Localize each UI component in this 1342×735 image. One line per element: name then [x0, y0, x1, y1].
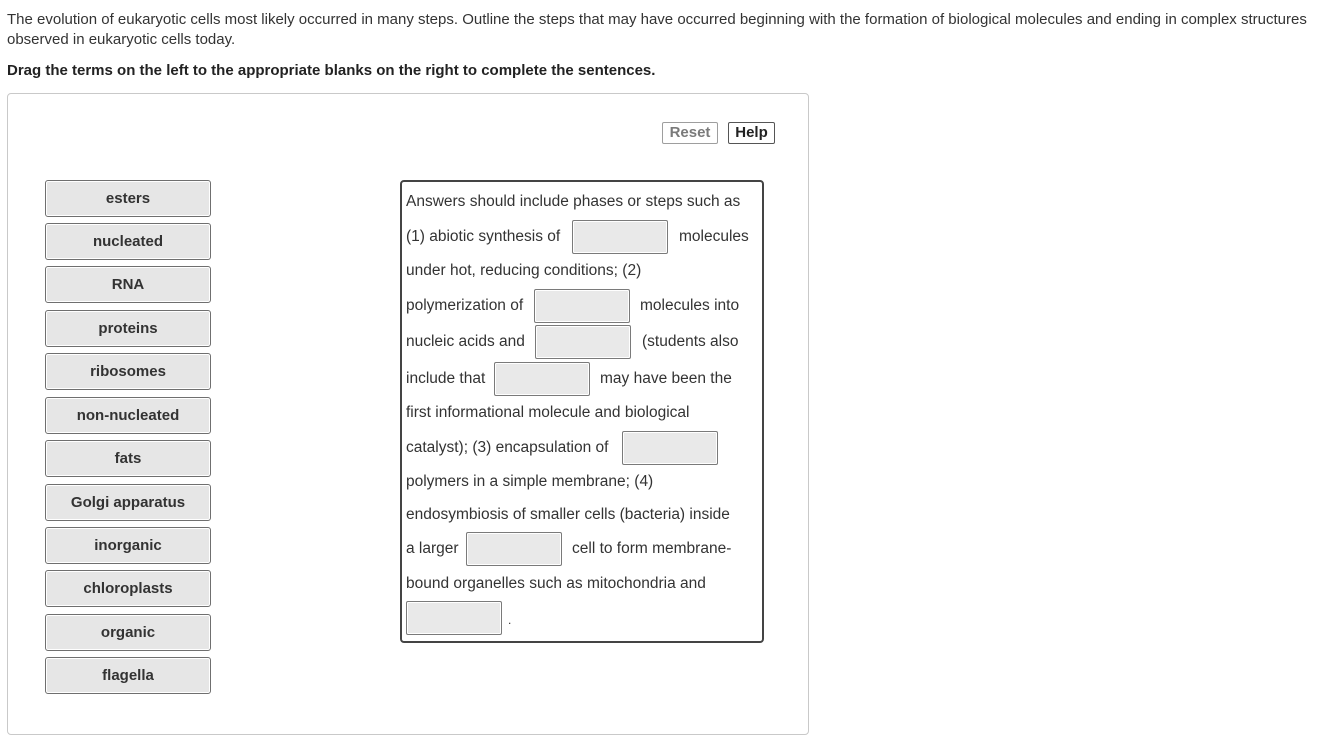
blank-2[interactable] — [534, 289, 630, 323]
answer-line-6a: include that — [406, 370, 486, 387]
term-ribosomes[interactable]: ribosomes — [45, 353, 211, 390]
answer-line-6b: may have been the — [600, 370, 732, 387]
answer-line-4b: molecules into — [640, 297, 740, 314]
question-text: The evolution of eukaryotic cells most likely occurred in many steps. Outline the steps that may have occurred beginning with the formation of biological molecules and ending in complex structures observed in eukaryotic cells today. — [7, 11, 1307, 48]
answer-line-9: polymers in a simple membrane; (4) — [406, 473, 654, 490]
answer-line-4a: polymerization of — [406, 297, 524, 314]
answer-line-11b: cell to form membrane- — [572, 540, 732, 557]
answer-line-12: bound organelles such as mitochondria and — [406, 575, 706, 592]
term-rna[interactable]: RNA — [45, 266, 211, 303]
help-button[interactable]: Help — [728, 122, 775, 144]
term-organic[interactable]: organic — [45, 614, 211, 651]
term-non-nucleated[interactable]: non-nucleated — [45, 397, 211, 434]
blank-1[interactable] — [572, 220, 668, 254]
term-inorganic[interactable]: inorganic — [45, 527, 211, 564]
answer-line-2a: (1) abiotic synthesis of — [406, 228, 561, 245]
answer-line-13: . — [508, 613, 512, 627]
answer-line-1: Answers should include phases or steps such as — [406, 193, 741, 210]
answer-line-5a: nucleic acids and — [406, 333, 525, 350]
term-golgi-apparatus[interactable]: Golgi apparatus — [45, 484, 211, 521]
answer-line-5b: (students also — [642, 333, 739, 350]
term-flagella[interactable]: flagella — [45, 657, 211, 694]
instruction-text: Drag the terms on the left to the appropriate blanks on the right to complete the sentences. — [7, 62, 656, 79]
answer-line-2b: molecules — [679, 228, 749, 245]
answer-line-7: first informational molecule and biological — [406, 404, 690, 421]
term-fats[interactable]: fats — [45, 440, 211, 477]
blank-5[interactable] — [622, 431, 718, 465]
term-esters[interactable]: esters — [45, 180, 211, 217]
blank-4[interactable] — [494, 362, 590, 396]
reset-button[interactable]: Reset — [662, 122, 718, 144]
blank-6[interactable] — [466, 532, 562, 566]
blank-7[interactable] — [406, 601, 502, 635]
answer-line-8a: catalyst); (3) encapsulation of — [406, 439, 609, 456]
term-proteins[interactable]: proteins — [45, 310, 211, 347]
answer-line-10: endosymbiosis of smaller cells (bacteria) inside — [406, 506, 730, 523]
term-nucleated[interactable]: nucleated — [45, 223, 211, 260]
term-chloroplasts[interactable]: chloroplasts — [45, 570, 211, 607]
blank-3[interactable] — [535, 325, 631, 359]
answer-line-3: under hot, reducing conditions; (2) — [406, 262, 642, 279]
answer-line-11a: a larger — [406, 540, 459, 557]
